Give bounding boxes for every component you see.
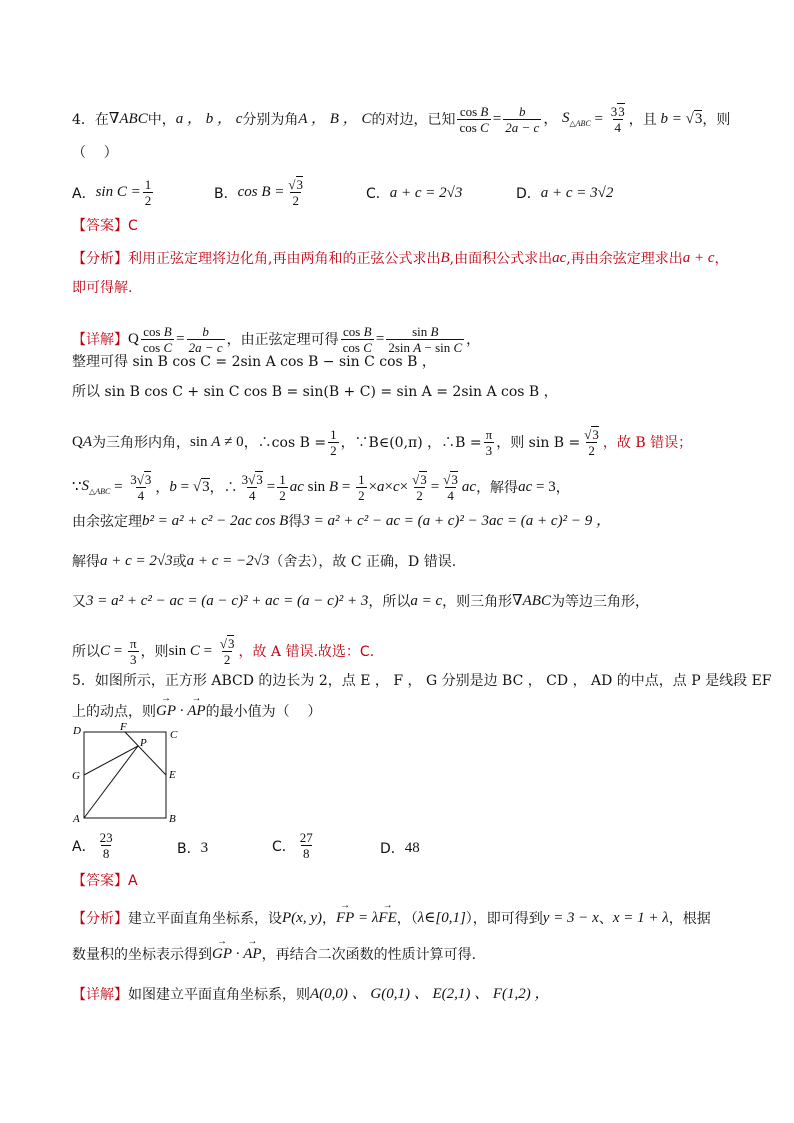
analysis-text: 利用正弦定理将边化角,再由两角和的正弦公式求出: [128, 250, 441, 267]
option-label: C．: [366, 186, 390, 202]
detail-text: ，∴: [209, 479, 238, 496]
q4-side-ratio: $\frac{b}{2a - c}$: [505, 104, 540, 135]
q5-option-d: [380, 838, 420, 858]
answer-tag: 【答案】: [72, 218, 128, 234]
detail-text: （舍去），故 C 正确，D 错误.: [269, 553, 457, 570]
analysis-math: λ∈[0,1]: [417, 910, 466, 926]
analysis-text: 数量积的坐标表示得到: [72, 946, 212, 963]
option-expr: cos B =: [237, 184, 285, 200]
q4-option-b: B． cos B = $\frac{√3}{2}$: [214, 177, 304, 208]
q4-cos-ratio: $\frac{\text{cos B}}{\text{cos C}}$: [459, 104, 489, 135]
q5-stem-line1: [72, 674, 772, 688]
detail-text: 所以 sin B cos C + sin C cos B = sin(B + C) = sin A = 2sin A cos B ，: [72, 384, 558, 400]
q5-analysis-line2: 数量积的坐标表示得到 → GP · → AP ，再结合二次函数的性质计算可得.: [72, 947, 476, 962]
detail-text: 所以: [72, 643, 100, 660]
detail-text: ，则: [140, 643, 169, 660]
analysis-text: ，（: [396, 910, 418, 927]
detail-math: b² = a² + c² − 2ac cos B: [142, 513, 289, 529]
detail-math: a = c: [410, 593, 443, 609]
analysis-text: ，再结合二次函数的性质计算可得.: [261, 946, 477, 963]
q4-angles: A ， B ， C: [298, 111, 372, 127]
q4-detail-line9: 所以 C = $\frac{\pi}{3}$ ，则 sin C = $\frac{√3}{2}$ ，故 A 错误.故选： C.: [72, 636, 375, 667]
detail-text: ，∵B∈(0,π) ，∴B =: [340, 434, 482, 451]
option-expr: a + c = 2√3: [389, 184, 463, 201]
q4-stem-text: ，则: [702, 111, 731, 128]
q4-area-symbol: $S_{\triangle ABC}$: [562, 110, 591, 128]
detail-text: ，∴cos B =: [243, 434, 327, 451]
label-g: G: [72, 770, 80, 782]
label-e: E: [169, 769, 176, 781]
q4-stem-text: ，且: [628, 111, 657, 128]
q4-paren: [72, 146, 118, 160]
label-d: D: [73, 725, 81, 737]
q4-analysis-line1: 【分析】 利用正弦定理将边化角,再由两角和的正弦公式求出 B ,由面积公式求出 ac ,再由余弦定理求出 a + c ，: [72, 250, 729, 267]
detail-math: A(0,0) 、 G(0,1) 、 E(2,1) 、 F(1,2) ，: [310, 986, 550, 1002]
q5-square-figure: [70, 720, 185, 828]
analysis-math: x = 1 + λ: [612, 910, 669, 926]
analysis-text: ，根据: [668, 910, 711, 927]
q5-stem-text: 上的动点，则: [72, 703, 156, 720]
segment-gp: [84, 746, 138, 775]
q5-analysis-line1: [72, 911, 711, 926]
analysis-text: ，: [321, 910, 336, 927]
q5-option-c: [272, 830, 317, 861]
q4-detail-line1: 【详解】 Q $\frac{\text{cos B}}{\text{cos C}}$ = $\frac{b}{2a - c}$ ，由正弦定理可得 $\frac{\text{cos B}}{\text{cos C}}$ = $\frac{\text{sin B}}{\text{2sin A − sin C}}$ ，: [72, 324, 481, 355]
q4-paren-text: （ ）: [72, 145, 118, 161]
detail-text: ，: [466, 331, 481, 348]
detail-text: ，则三角形: [442, 593, 513, 610]
answer-value: A: [128, 873, 138, 889]
q4-detail-line6: [72, 514, 611, 529]
detail-text: 如图建立平面直角坐标系，则: [128, 986, 310, 1003]
square-abcd: [84, 732, 166, 818]
q5-answer: [72, 874, 138, 888]
option-label: D．: [380, 841, 405, 857]
label-p: P: [140, 737, 147, 749]
q4-stem-text: 分别为角: [242, 111, 299, 128]
q4-detail-line3: [72, 385, 558, 399]
analysis-math: P(x, y): [282, 910, 322, 926]
analysis-text: ），即可得到: [465, 910, 543, 927]
q4-stem-line1: 4．在 ∇ABC 中， a ， b ， c 分别为角 A ， B ， C 的对边，已知 $\frac{\text{cos B}}{\text{cos C}}$ = $\frac{b}{2a - c}$ ， $S_{\triangle ABC}$ = $\frac{33}{4}$ ，且 b = √3 ，则: [72, 104, 731, 135]
option-label: B．: [177, 841, 201, 857]
detail-math: a + c = 2√3: [100, 553, 173, 569]
detail-text: 由余弦定理: [72, 513, 142, 530]
label-c: C: [170, 729, 178, 741]
detail-text: ，: [555, 479, 570, 496]
option-den: 8: [303, 846, 310, 861]
analysis-text: ,再由余弦定理求出: [566, 250, 683, 267]
analysis-math: y = 3 − x: [542, 910, 599, 926]
q5-detail-line1: [72, 987, 550, 1002]
detail-text: ，: [155, 479, 170, 496]
q5-option-a: [72, 830, 117, 861]
q4-stem-text: 4．在: [72, 111, 109, 128]
option-text: 48: [404, 839, 420, 856]
detail-text: 整理可得 sin B cos C = 2sin A cos B − sin C cos B ，: [72, 354, 436, 370]
detail-text: C.: [359, 643, 375, 660]
q4-stem-text: 中，: [147, 111, 176, 128]
detail-text: ，则 sin B =: [496, 434, 581, 451]
detail-text: ，由正弦定理可得: [226, 331, 339, 348]
label-a: A: [73, 813, 80, 825]
answer-value: C: [128, 218, 138, 234]
q4-triangle: ∇ABC: [108, 111, 148, 127]
label-f: F: [120, 721, 127, 733]
detail-text: 为等边三角形，: [550, 593, 649, 610]
detail-text: 为三角形内角，: [92, 434, 191, 451]
answer-tag: 【答案】: [72, 873, 128, 889]
q4-detail-line8: [72, 594, 649, 609]
option-label: C．: [272, 838, 296, 855]
detail-math: 3 = a² + c² − ac = (a + c)² − 3ac = (a + c)² − 9 ，: [302, 513, 611, 529]
q4-detail-line2: [72, 355, 436, 369]
detail-text: ，故 A 错误.故选：: [238, 643, 360, 660]
detail-tag: 【详解】: [72, 331, 128, 348]
analysis-tag: 【分析】: [72, 910, 128, 927]
detail-text: 解得: [72, 553, 100, 570]
q4-sides: a ， b ， c: [175, 111, 243, 127]
analysis-text: ,由面积公式求出: [449, 250, 553, 267]
option-label: B．: [214, 185, 238, 202]
q5-stem-text: 的最小值为（ ）: [205, 703, 322, 720]
analysis-text: 即可得解.: [72, 280, 133, 296]
q5-stem-line2: 上的动点，则 → GP · → AP 的最小值为（ ）: [72, 704, 321, 719]
option-label: A．: [72, 185, 96, 202]
detail-text: 或: [172, 553, 187, 570]
detail-text: ，故 B 错误；: [602, 434, 693, 451]
option-expr: a + c = 3√2: [540, 184, 614, 201]
analysis-text: 、: [598, 910, 613, 927]
q4-detail-line4: Q A 为三角形内角， sin A ≠ 0 ，∴cos B = $\frac{1}{2}$ ，∵B∈(0,π) ，∴B = $\frac{\pi}{3}$ ，则 sin B = $\frac{√3}{2}$ ，故 B 错误；: [72, 427, 693, 458]
detail-math: 3 = a² + c² − ac = (a − c)² + ac = (a − c)² + 3: [86, 593, 369, 609]
analysis-text: ，: [714, 250, 729, 267]
detail-tag: 【详解】: [72, 986, 128, 1003]
option-label: A．: [72, 838, 96, 855]
segment-ap: [84, 746, 138, 818]
analysis-tag: 【分析】: [72, 250, 128, 267]
q4-analysis-line2: [72, 281, 132, 295]
analysis-text: 建立平面直角坐标系，设: [128, 910, 282, 927]
label-b: B: [169, 813, 176, 825]
q4-answer: [72, 219, 138, 233]
detail-math: ∇ABC: [512, 593, 551, 609]
option-num: 23: [99, 830, 113, 845]
q4-detail-line7: [72, 554, 456, 569]
q4-area-value: $\frac{33}{4}$: [610, 104, 625, 135]
detail-text: ，所以: [368, 593, 411, 610]
analysis-math: → FP = λ→ FE: [336, 911, 397, 926]
q4-option-a: A． sin C = $\frac{1}{2}$: [72, 177, 152, 208]
q4-detail-line5: ∵ $S_{\triangle ABC}$ = $\frac{3√3}{4}$ ， b = √3 ，∴ $\frac{3√3}{4}$ = $\frac{1}{2}$ ac sin B = $\frac{1}{2}$ × a × c × $\frac{√3}{2}$ = $\frac{√3}{4}$ ac ，解得 ac = 3 ，: [72, 472, 570, 503]
q5-option-b: [177, 838, 208, 858]
detail-text: 得: [288, 513, 303, 530]
detail-text: ，解得: [476, 479, 519, 496]
option-num: 27: [299, 830, 313, 845]
option-text: 3: [200, 839, 209, 856]
detail-math: a + c = −2√3: [186, 553, 270, 569]
q4-option-c: [366, 183, 462, 203]
option-label: D．: [516, 186, 541, 202]
option-expr: sin C =: [95, 184, 141, 200]
q4-option-d: [516, 183, 613, 203]
q4-stem-text: 的对边，已知: [371, 111, 456, 128]
detail-text: 又: [72, 593, 86, 610]
q5-stem-text: 5．如图所示，正方形 ABCD 的边长为 2，点 E ， F ， G 分别是边 BC ， CD ， AD 的中点，点 P 是线段 EF: [72, 673, 772, 689]
option-den: 8: [102, 846, 110, 861]
